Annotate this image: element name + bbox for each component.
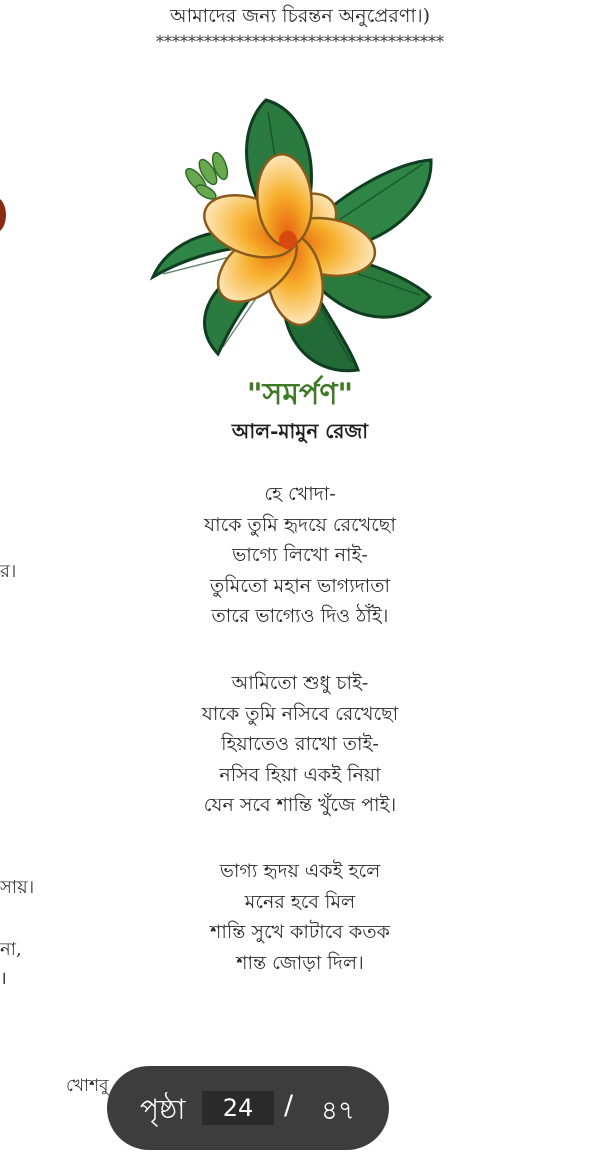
poem-line: যেন সবে শান্তি খুঁজে পাই। — [203, 794, 397, 816]
poem-line: হিয়াতেও রাখো তাই- — [221, 733, 379, 755]
poem-line: নসিব হিয়া একই নিয়া — [219, 763, 381, 786]
left-page-ornament — [0, 197, 6, 233]
poem-line: তারে ভাগ্যেও দিও ঠাঁই। — [211, 605, 389, 627]
poem-line: শান্ত জোড়া দিল। — [236, 951, 364, 974]
left-page-fragment: র। — [0, 561, 17, 582]
asterisk-separator: ************************************ — [156, 32, 444, 51]
poem-author: আল-মামুন রেজা — [231, 419, 369, 443]
poem-line: ভাগ্যে লিখো নাই- — [232, 544, 368, 566]
poem-stanza — [0, 856, 600, 978]
left-page-fragment: না, — [0, 939, 22, 960]
footer-author-partial: খোশবু — [66, 1076, 109, 1096]
total-pages: ৪৭ — [321, 1096, 355, 1126]
poem-line: ভাগ্য হৃদয় একই হলে — [219, 860, 381, 882]
page-label: পৃষ্ঠা — [140, 1093, 186, 1126]
poem-title: "সমর্পণ" — [246, 377, 354, 412]
page-number-input[interactable] — [202, 1091, 274, 1125]
poem-line: শান্তি সুখে কাটাবে কতক — [210, 921, 390, 943]
poem-line: যাকে তুমি নসিবে রেখেছো — [201, 702, 399, 725]
poem-line: আমিতো শুধু চাই- — [231, 672, 369, 694]
page-navigator — [107, 1066, 389, 1150]
poem-line: যাকে তুমি হৃদয়ে রেখেছো — [204, 513, 396, 536]
frangipani-flower-illustration — [148, 92, 443, 382]
page-separator: / — [284, 1090, 294, 1121]
poem-line: তুমিতো মহান ভাগ্যদাতা — [210, 574, 390, 597]
poem-stanza — [0, 479, 600, 632]
left-page-fragment: সায়। — [0, 877, 35, 898]
poem-line: মনের হবে মিল — [244, 890, 356, 913]
poem-line: হে খোদা- — [264, 483, 336, 505]
poem-stanza — [0, 668, 600, 821]
preceding-text-line: আমাদের জন্য চিরন্তন অনুপ্রেরণা।) — [169, 5, 431, 27]
left-page-fragment: । — [0, 968, 7, 989]
